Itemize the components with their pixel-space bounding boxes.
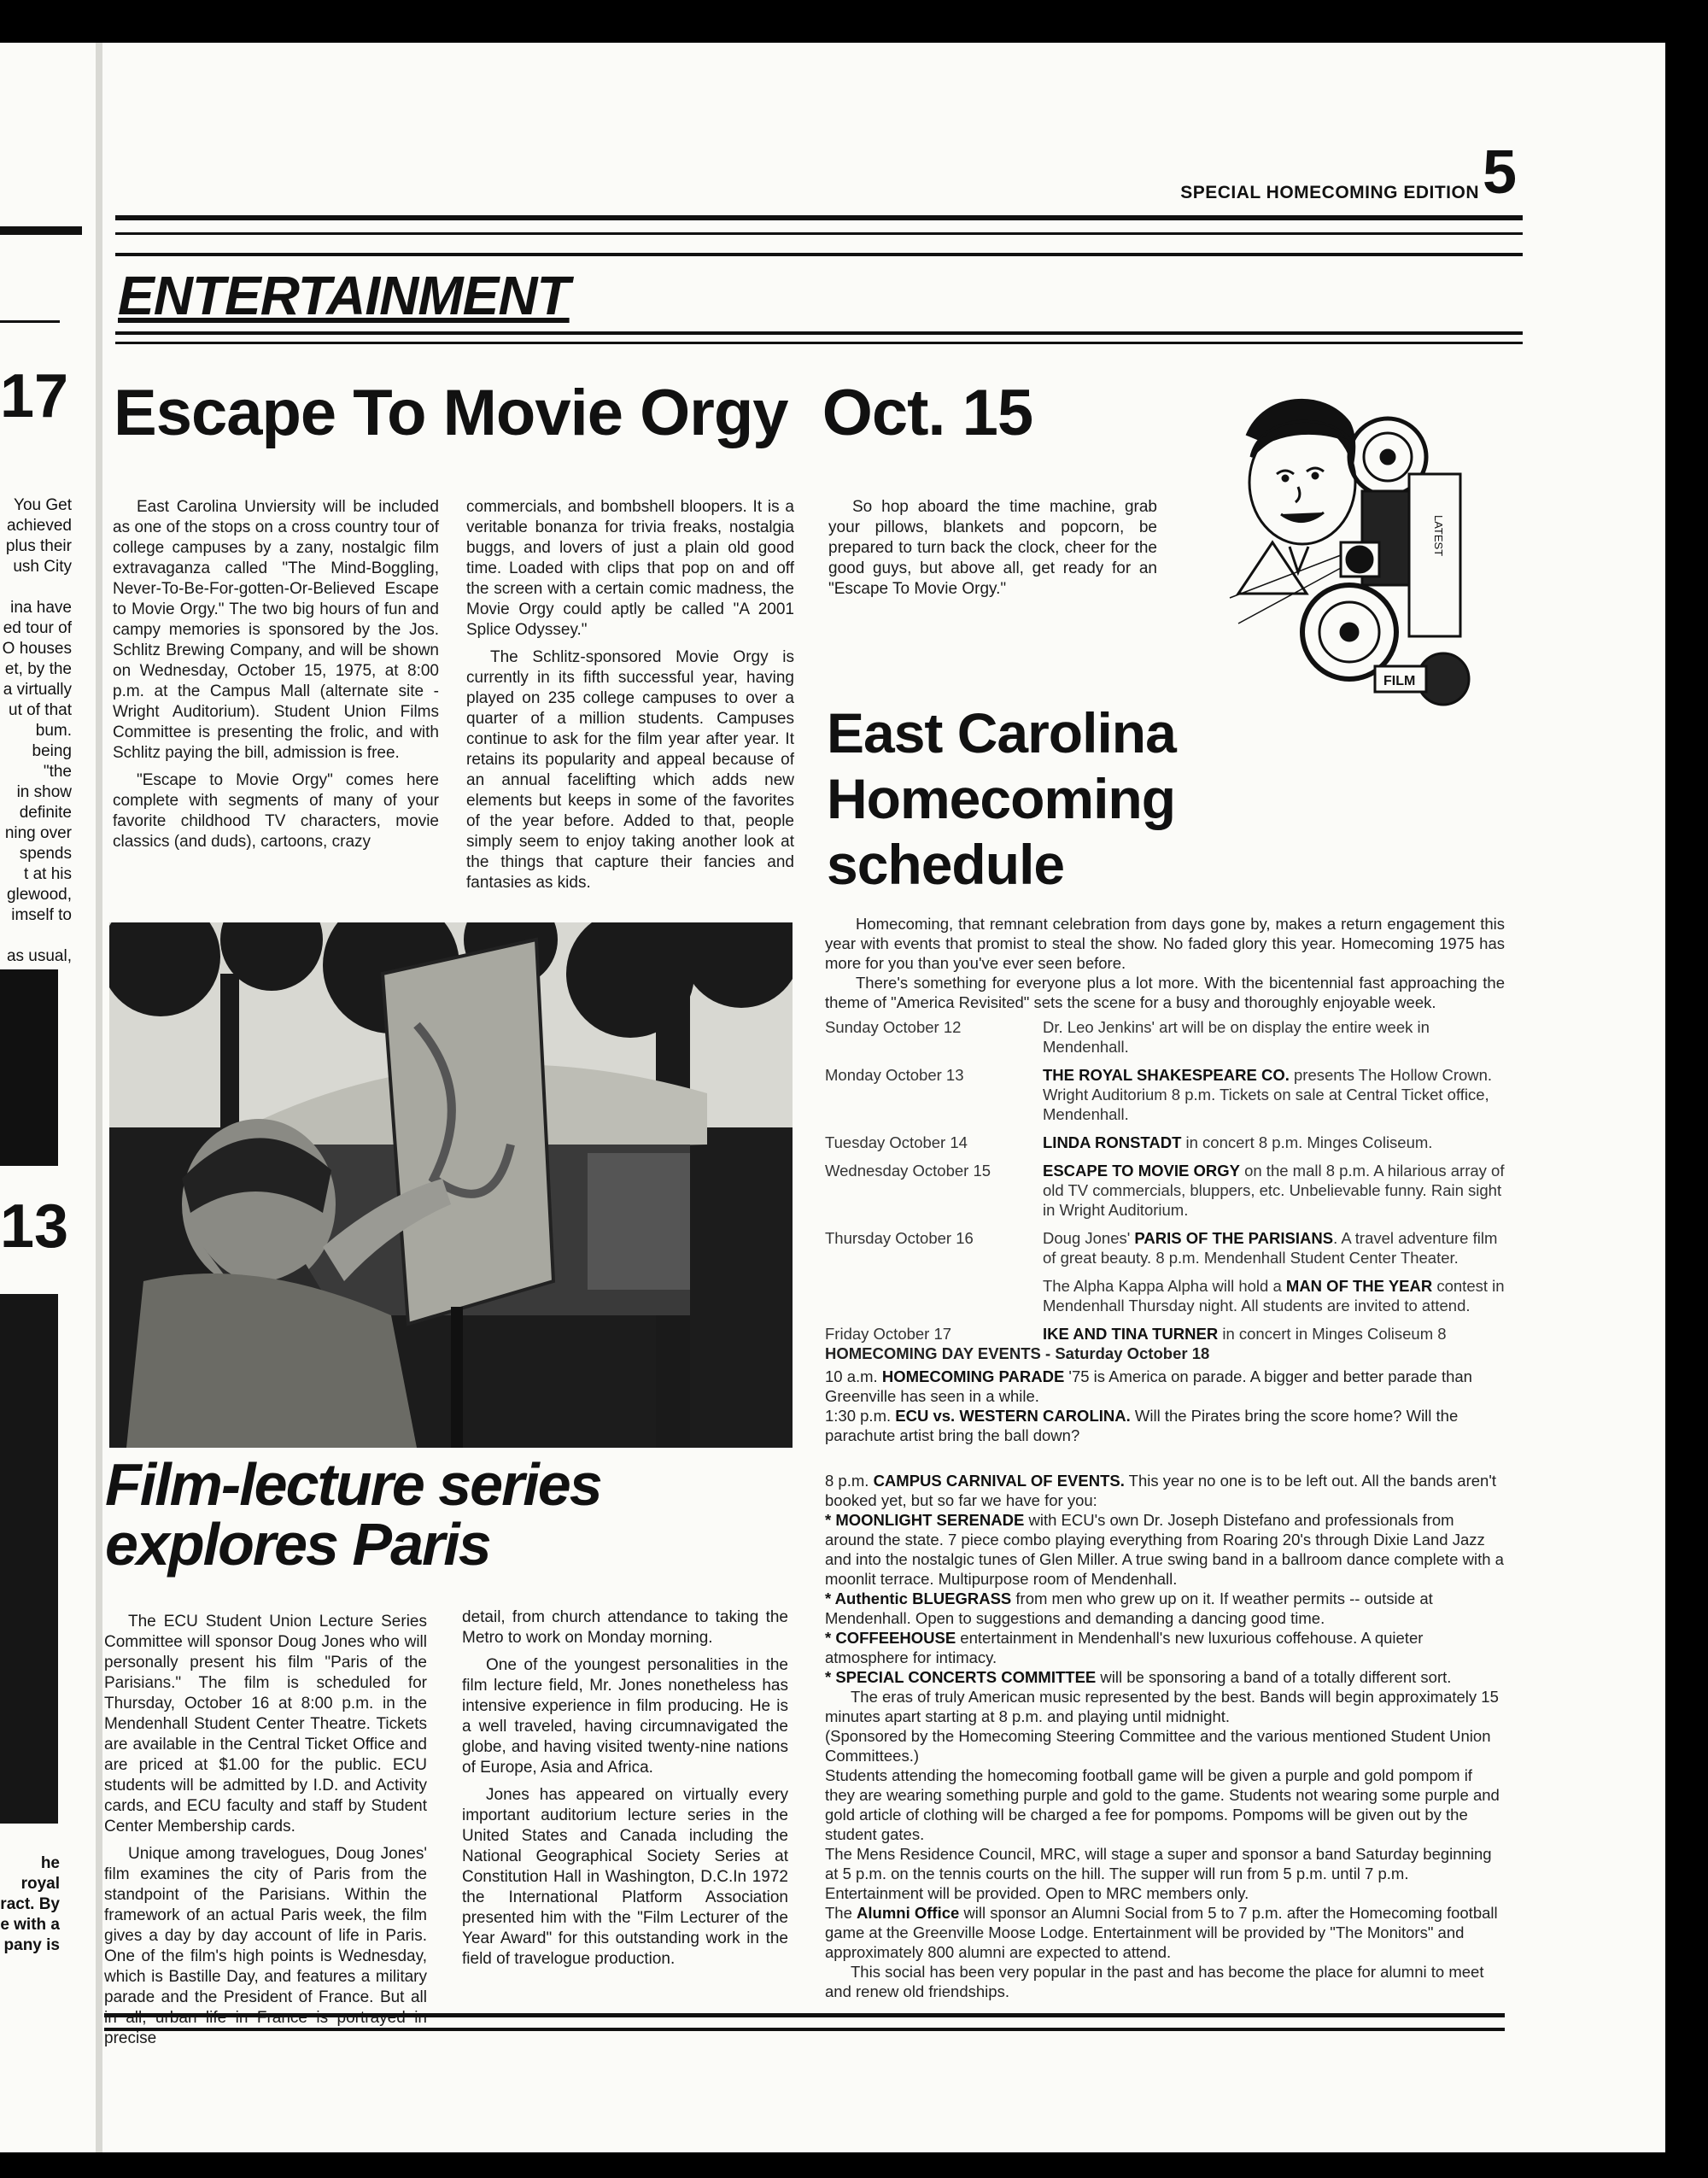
film-lecture-headline: [105, 1451, 601, 1578]
schedule-desc: [1043, 1065, 1505, 1124]
left-page-text-bottom: [0, 1853, 60, 1956]
carnival-item-desc: from men who grew up on it. If weather permits -- outside at Mendenhall. Open to suggestions and demanding a dancing good time.: [825, 1590, 1433, 1627]
parade-event: HOMECOMING PARADE: [881, 1367, 1065, 1385]
carnival-item: [825, 1510, 1505, 1589]
left-page-line: ed tour of: [3, 619, 72, 637]
section-title: ENTERTAINMENT: [118, 265, 570, 326]
schedule-event: MAN OF THE YEAR: [1285, 1277, 1433, 1295]
schedule-day: Friday October 17: [825, 1325, 952, 1343]
schedule-detail: in concert in Minges Coliseum 8: [1218, 1325, 1447, 1343]
left-page-photo-top: [0, 969, 58, 1166]
left-page-line: ract. By: [0, 1895, 60, 1913]
alumni-event: Alumni Office: [857, 1904, 960, 1922]
movie-paragraph-3: The Schlitz-sponsored Movie Orgy is currently in its fifth successful year, having played on 235 college campuses to over a quarter of a million students. Campuses continue to ask for the film year after year. It retains its popularity and appeal because of an annual facelifting which adds new elements but keeps in some of the favorites of the year before. Added to that, people simply seem to enjoy taking another look at the things that capture their fancies and fantasies as kids.: [466, 648, 794, 892]
homecoming-headline-line3: schedule: [827, 833, 1065, 896]
left-page-number-top: 17: [0, 362, 69, 430]
left-page-line: [0, 926, 72, 946]
left-page-photo-bottom: [0, 1294, 58, 1824]
film-lecture-column-1: [104, 1612, 427, 2056]
schedule-day: [825, 1276, 1043, 1315]
left-page-line: spends: [19, 845, 72, 863]
painter-photo: [109, 922, 793, 1448]
schedule-detail: in concert 8 p.m. Minges Coliseum.: [1181, 1133, 1433, 1151]
schedule-detail: contest in Mendenhall Thursday night. All students are invited to attend.: [1043, 1277, 1505, 1314]
left-page-line: ina have: [10, 599, 72, 617]
movie-column-1: [113, 497, 439, 859]
alumni-desc: will sponsor an Alumni Social from 5 to 7 p.m. after the Homecoming football game at the Greenville Moose Lodge. Entertainment will be provided by "The Monitors" and approximately 800 alumni are expected to attend.: [825, 1904, 1498, 1961]
carnival-item-label: * SPECIAL CONCERTS COMMITTEE: [825, 1668, 1097, 1686]
carnival-item-desc: entertainment in Mendenhall's new luxurious coffehouse. A quieter atmosphere for intimacy.: [825, 1629, 1424, 1666]
carnival-item-label: * COFFEEHOUSE: [825, 1629, 956, 1647]
left-page-line: he royal: [20, 1854, 60, 1893]
left-page-line: achieved: [6, 517, 72, 535]
schedule-event: THE ROYAL SHAKESPEARE CO.: [1043, 1066, 1290, 1084]
homecoming-intro-1: Homecoming, that remnant celebration from days gone by, makes a return engagement this year with events that promist to steal the show. No faded glory this year. Homecoming 1975 has more for you than you've ever seen before.: [825, 915, 1505, 972]
carnival-item: [825, 1628, 1505, 1667]
schedule-event: LINDA RONSTADT: [1043, 1133, 1182, 1151]
movie-column-2: [466, 497, 794, 900]
schedule-event: ESCAPE TO MOVIE ORGY: [1043, 1162, 1240, 1180]
left-page-line: e with a: [0, 1916, 60, 1934]
projector-label: FILM: [1383, 674, 1416, 688]
closing-4: The Mens Residence Council, MRC, will stage a super and sponsor a band Saturday beginning at 5 p.m. on the tennis courts on the hill. The supper will run from 5 p.m. until 7 p.m. Entertainment will be provided. Open to MRC members only.: [825, 1845, 1492, 1902]
schedule-row: [825, 1161, 1505, 1220]
day-events-heading: HOMECOMING DAY EVENTS - Saturday October 18: [825, 1344, 1210, 1362]
schedule-desc: [1043, 1228, 1505, 1268]
carnival-item: [825, 1667, 1505, 1687]
film-paragraph-1: The ECU Student Union Lecture Series Committee will sponsor Doug Jones who will personally present his film "Paris of the Parisians." The film is scheduled for Thursday, October 16 at 8:00 p.m. in the Mendenhall Student Center Theatre. Tickets are available in the Central Ticket Office and are priced at $1.00 for the public. ECU students will be admitted by I.D. and Activity cards, and ECU faculty and staff by Student Center Membership cards.: [104, 1613, 427, 1835]
film-paragraph-2a: Unique among travelogues, Doug Jones' film examines the city of Paris from the standpoint of the Parisians. Within the framework of an actual Paris week, the film gives a day by day account of life in Paris. One of the film's high points is Wednesday, which is Bastille Day, and features a military parade and the President of France. But all in all, urban life in France is portrayed in precise: [104, 1845, 427, 2047]
schedule-desc: [1043, 1276, 1505, 1315]
carnival-item-label: * MOONLIGHT SERENADE: [825, 1511, 1025, 1529]
header-rule: [115, 215, 1523, 235]
homecoming-schedule-list: [825, 1017, 1505, 1344]
movie-paragraph-4: So hop aboard the time machine, grab your pillows, blankets and popcorn, be prepared to turn back the clock, cheer for the good guys, but above all, get ready for an "Escape To Movie Orgy.": [828, 498, 1157, 598]
game-time: 1:30 p.m.: [825, 1407, 892, 1425]
parade-time: 10 a.m.: [825, 1367, 878, 1385]
schedule-row: [825, 1017, 1505, 1057]
alumni-entry: [825, 1903, 1505, 1962]
schedule-prefix: Doug Jones': [1043, 1229, 1135, 1247]
schedule-prefix: The Alpha Kappa Alpha will hold a: [1043, 1277, 1286, 1295]
footer-rule: [104, 2013, 1505, 2031]
game-event: ECU vs. WESTERN CAROLINA.: [895, 1407, 1131, 1425]
carnival-item: [825, 1589, 1505, 1628]
left-page-line: ush City: [13, 558, 72, 576]
schedule-row: [825, 1276, 1505, 1315]
left-page-line: imself to: [11, 906, 72, 924]
carnival-event: CAMPUS CARNIVAL OF EVENTS.: [873, 1472, 1125, 1490]
schedule-day: Tuesday October 14: [825, 1133, 968, 1151]
movie-paragraph-2b: commercials, and bombshell bloopers. It is a veritable bonanza for trivia freaks, nostalgia buggs, and lovers of just a plain old good time. Loaded with clips that pop on and off the screen with a certain comic madness, the Movie Orgy could aptly be called "A 2001 Splice Odyssey.": [466, 498, 794, 639]
schedule-day: Monday October 13: [825, 1066, 964, 1084]
carnival-item-desc: with ECU's own Dr. Joseph Distefano and professionals from around the state. 7 piece combo playing everything from Roaring 20's through Dixie Land Jazz and into the nostalgic tunes of Glen Miller. A true swing band in a ballroom dance complete with a moonlit terrace. Multipurpose room of Mendenhall.: [825, 1511, 1504, 1588]
left-page-line: O houses: [2, 640, 72, 658]
carnival-time: 8 p.m.: [825, 1472, 869, 1490]
left-page-line: pany is: [3, 1936, 60, 1954]
film-paragraph-4: Jones has appeared on virtually every important auditorium lecture series in the United States and Canada including the National Geographical Society Series at Constitution Hall in Washington, D.C.In 1972 the International Platform Association presented him with the "Film Lecturer of the Year Award" for this outstanding work in the field of travelogue production.: [462, 1786, 788, 1968]
schedule-desc: [1043, 1161, 1505, 1220]
left-page-rule-thin: [0, 320, 60, 323]
film-lecture-headline-line1: Film-lecture series: [105, 1451, 601, 1518]
film-lecture-column-2: [462, 1607, 788, 1976]
left-page-line: t at his: [24, 865, 72, 883]
carnival-item-desc: will be sponsoring a band of a totally different sort.: [1096, 1668, 1452, 1686]
left-page-line: a virtually: [3, 681, 72, 699]
left-page-line: ut of that: [9, 701, 72, 719]
left-page-text-top: [0, 495, 72, 967]
left-page-line: as usual,: [6, 947, 72, 965]
schedule-day: Thursday October 16: [825, 1229, 974, 1247]
left-page-rule: [0, 226, 82, 235]
schedule-desc: [1043, 1133, 1505, 1152]
closing-2: (Sponsored by the Homecoming Steering Committee and the various mentioned Student Union Committees.): [825, 1727, 1491, 1765]
schedule-desc: [1043, 1324, 1505, 1344]
schedule-detail: Dr. Leo Jenkins' art will be on display the entire week in Mendenhall.: [1043, 1018, 1430, 1056]
schedule-day: Sunday October 12: [825, 1018, 962, 1036]
schedule-detail: on the mall 8 p.m. A hilarious array of old TV commercials, bluppers, etc. Unbelievable funny. Rain sight in Wright Auditorium.: [1043, 1162, 1505, 1219]
schedule-detail: presents The Hollow Crown. Wright Auditorium 8 p.m. Tickets on sale at Central Ticket office, Mendenhall.: [1043, 1066, 1493, 1123]
homecoming-body: [825, 914, 1505, 2001]
movie-paragraph-1: East Carolina Unviersity will be included as one of the stops on a cross country tour of college campuses by a zany, nostalgic film extravaganza called "The Mind-Boggling, Never-To-Be-For-gotten-Or-Believed Escape to Movie Orgy." The two big hours of fun and campy memories is sponsored by the Jos. Schlitz Brewing Company, and will be shown on Wednesday, October 15, 1975, at 8:00 p.m. at the Campus Mall (alternate site - Wright Auditorium). Student Union Films Committee is presenting the frolic, and with Schlitz paying the bill, admission is free.: [113, 498, 439, 762]
carnival-item-label: * Authentic BLUEGRASS: [825, 1590, 1012, 1607]
schedule-row: [825, 1228, 1505, 1268]
schedule-row: [825, 1324, 1505, 1344]
left-page-line: et, by the: [4, 660, 72, 678]
schedule-event: IKE AND TINA TURNER: [1043, 1325, 1219, 1343]
game-entry: [825, 1406, 1505, 1445]
film-lecture-headline-line2: explores Paris: [105, 1511, 490, 1578]
carnival-entry: [825, 1471, 1505, 1510]
edition-label: SPECIAL HOMECOMING EDITION: [1180, 183, 1479, 202]
schedule-detail: . A travel adventure film of great beauty. 8 p.m. Mendenhall Student Center Theater.: [1043, 1229, 1498, 1267]
homecoming-headline: [827, 700, 1176, 898]
homecoming-headline-line2: Homecoming: [827, 767, 1176, 830]
left-page-line: [0, 577, 72, 598]
homecoming-headline-line1: East Carolina: [827, 701, 1176, 764]
section-rule-bottom: [115, 331, 1523, 344]
game-desc: Will the Pirates bring the score home? Will the parachute artist bring the ball down?: [825, 1407, 1459, 1444]
homecoming-intro-2: There's something for everyone plus a lot more. With the bicentennial fast approaching the theme of "America Revisited" sets the scene for a busy and thoroughly enjoyable week.: [825, 974, 1505, 1011]
film-paragraph-3: One of the youngest personalities in the film lecture field, Mr. Jones nonetheless has intensive experience in film producing. He is a well traveled, having circumnavigated the globe, and having visited twenty-nine nations of Europe, Asia and Africa.: [462, 1656, 788, 1777]
left-page-line: in show: [16, 783, 72, 801]
left-page-line: ning over: [4, 824, 72, 842]
page-fold: [96, 43, 102, 2152]
left-page-line: definite: [19, 804, 72, 822]
parade-entry: [825, 1367, 1505, 1406]
movie-column-3: [828, 497, 1157, 606]
left-page-line: plus their: [5, 537, 72, 555]
schedule-day: Wednesday October 15: [825, 1162, 991, 1180]
closing-3: Students attending the homecoming football game will be given a purple and gold pompom if they are wearing something purple and gold to the game. Students not wearing some purple and gold article of clothing will be charged a fee for pompoms. Pompoms will be given out by the student gates.: [825, 1766, 1500, 1843]
alumni-prefix: The: [825, 1904, 857, 1922]
closing-1: The eras of truly American music represented by the best. Bands will begin approximately 15 minutes apart starting at 8 p.m. and playing until midnight.: [825, 1688, 1499, 1725]
carnival-items: [825, 1510, 1505, 1687]
left-page-number-mid: 13: [0, 1192, 69, 1261]
schedule-row: [825, 1065, 1505, 1124]
left-page-line: You Get: [14, 496, 72, 514]
movie-paragraph-2a: "Escape to Movie Orgy" comes here complete with segments of many of your favorite childhood TV characters, movie classics (and duds), cartoons, crazy: [113, 771, 439, 851]
closing-final: This social has been very popular in the past and has become the place for alumni to meet and renew old friendships.: [825, 1963, 1484, 2000]
parade-desc: '75 is America on parade. A bigger and better parade than Greenville has seen in a while.: [825, 1367, 1472, 1405]
schedule-row: [825, 1133, 1505, 1152]
left-page-line: bum.: [35, 722, 72, 740]
carnival-desc: This year no one is to be left out. All the bands aren't booked yet, but so far we have for you:: [825, 1472, 1497, 1509]
boy-projector-illustration: [1213, 376, 1486, 717]
schedule-event: PARIS OF THE PARISIANS: [1134, 1229, 1334, 1247]
film-paragraph-2b: detail, from church attendance to taking the Metro to work on Monday morning.: [462, 1608, 788, 1647]
movie-headline: Escape To Movie Orgy Oct. 15: [114, 377, 1033, 449]
left-page-line: glewood,: [6, 886, 72, 904]
schedule-desc: [1043, 1017, 1505, 1057]
page-number: 5: [1483, 138, 1518, 207]
left-page-line: being "the: [32, 742, 72, 781]
svg-text:LATEST: LATEST: [1432, 515, 1445, 557]
